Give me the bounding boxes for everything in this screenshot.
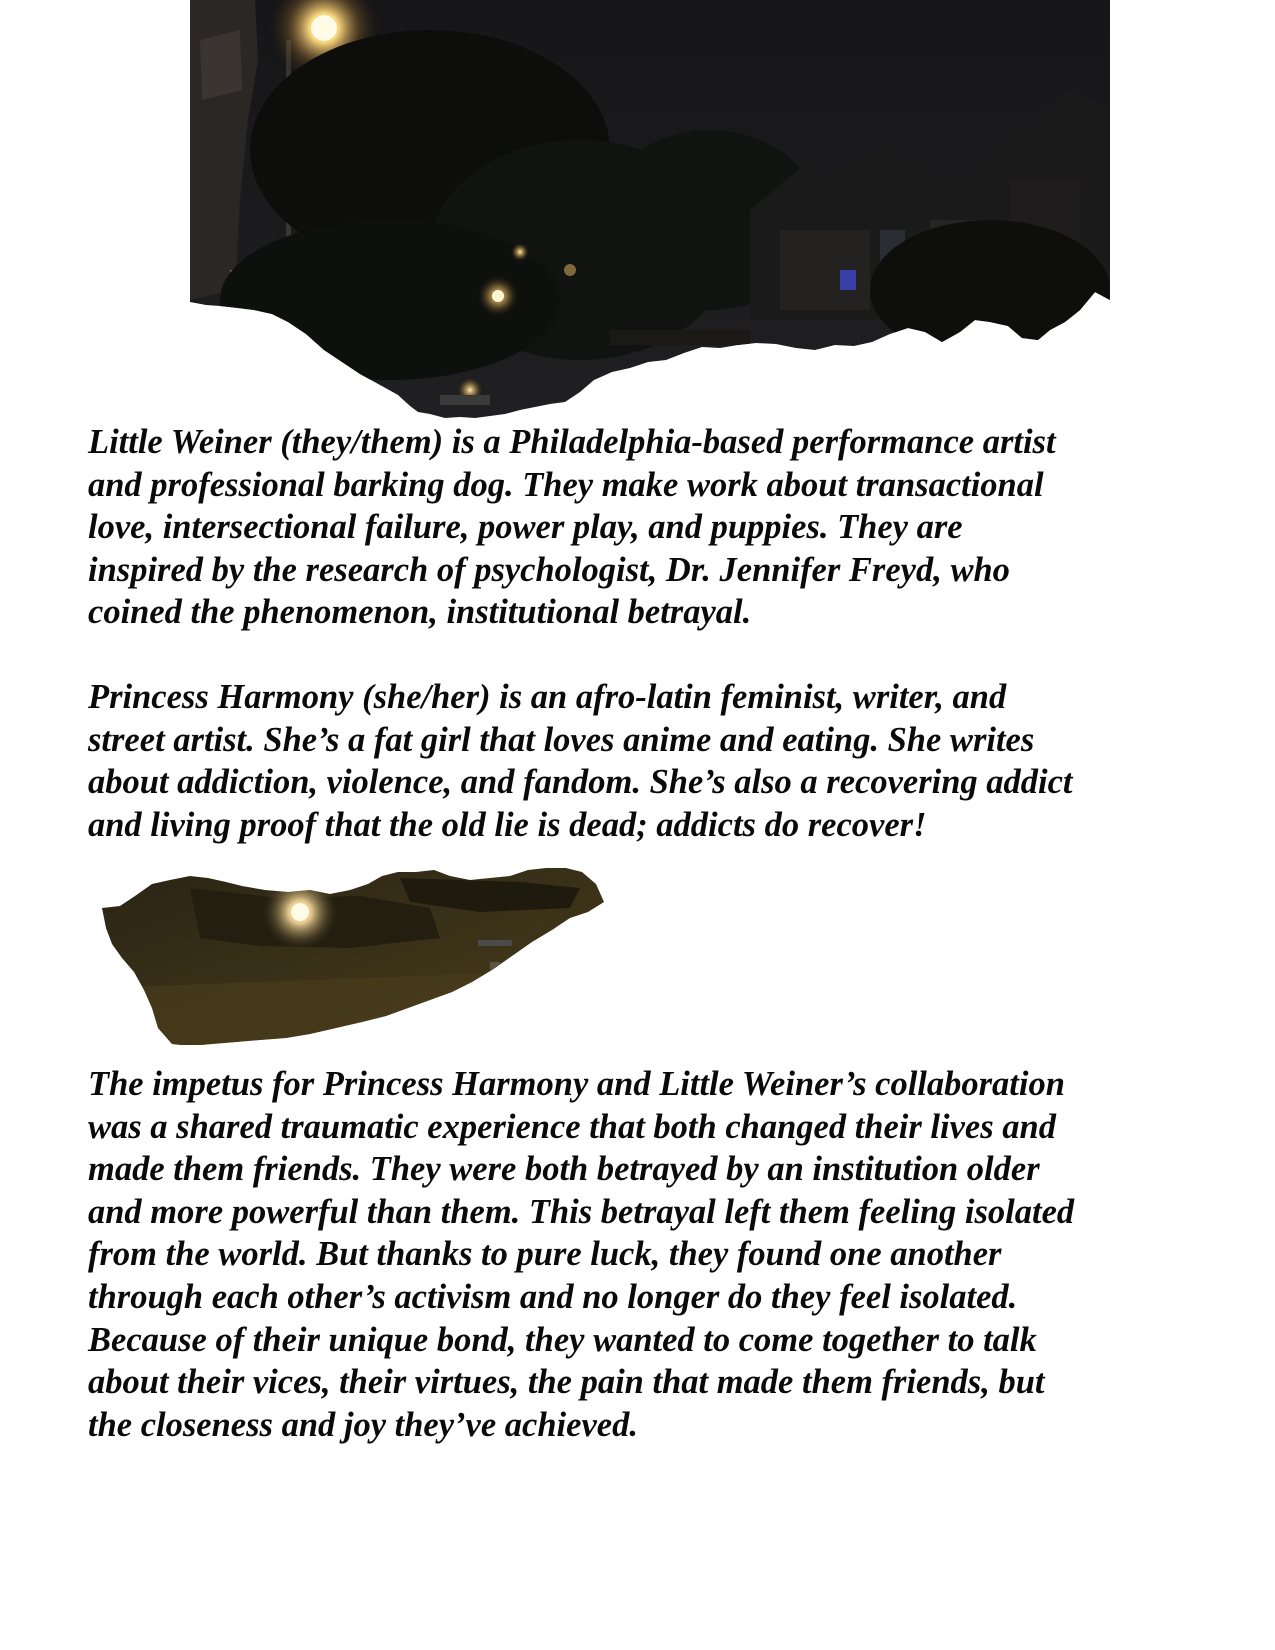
text-line: inspired by the research of psychologist, Dr. Jennifer Freyd, who (88, 550, 1010, 589)
text-line: about addiction, violence, and fandom. She’s also a recovering addict (88, 763, 1073, 802)
text-line: and professional barking dog. They make work about transactional (88, 465, 1044, 504)
text-line: Princess Harmony (she/her) is an afro-latin feminist, writer, and (88, 678, 1007, 716)
text-line: Because of their unique bond, they wanted to come together to talk (88, 1320, 1037, 1359)
text-line: made them friends. They were both betrayed by an institution older (88, 1150, 1040, 1189)
text-line: Little Weiner (they/them) is a Philadelphia-based performance artist (88, 423, 1056, 461)
night-street-photo (190, 0, 1110, 430)
text-line: The impetus for Princess Harmony and Little Weiner’s collaboration (88, 1065, 1065, 1103)
bio-princess-harmony (88, 676, 1208, 846)
text-line: the closeness and joy they’ve achieved. (88, 1405, 638, 1444)
text-line: and more powerful than them. This betrayal left them feeling isolated (88, 1192, 1075, 1231)
collaboration-paragraph (88, 1063, 1208, 1446)
puddle-reflection-photo (100, 860, 630, 1045)
bio-little-weiner (88, 421, 1208, 634)
text-line: and living proof that the old lie is dead; addicts do recover! (88, 805, 927, 844)
text-line: street artist. She’s a fat girl that loves anime and eating. She writes (88, 720, 1035, 759)
text-line: about their vices, their virtues, the pain that made them friends, but (88, 1363, 1045, 1402)
text-line: from the world. But thanks to pure luck, they found one another (88, 1235, 1002, 1274)
text-line: coined the phenomenon, institutional betrayal. (88, 593, 752, 632)
text-line: love, intersectional failure, power play, and puppies. They are (88, 508, 963, 547)
text-line: was a shared traumatic experience that both changed their lives and (88, 1107, 1056, 1146)
text-line: through each other’s activism and no longer do they feel isolated. (88, 1277, 1018, 1316)
